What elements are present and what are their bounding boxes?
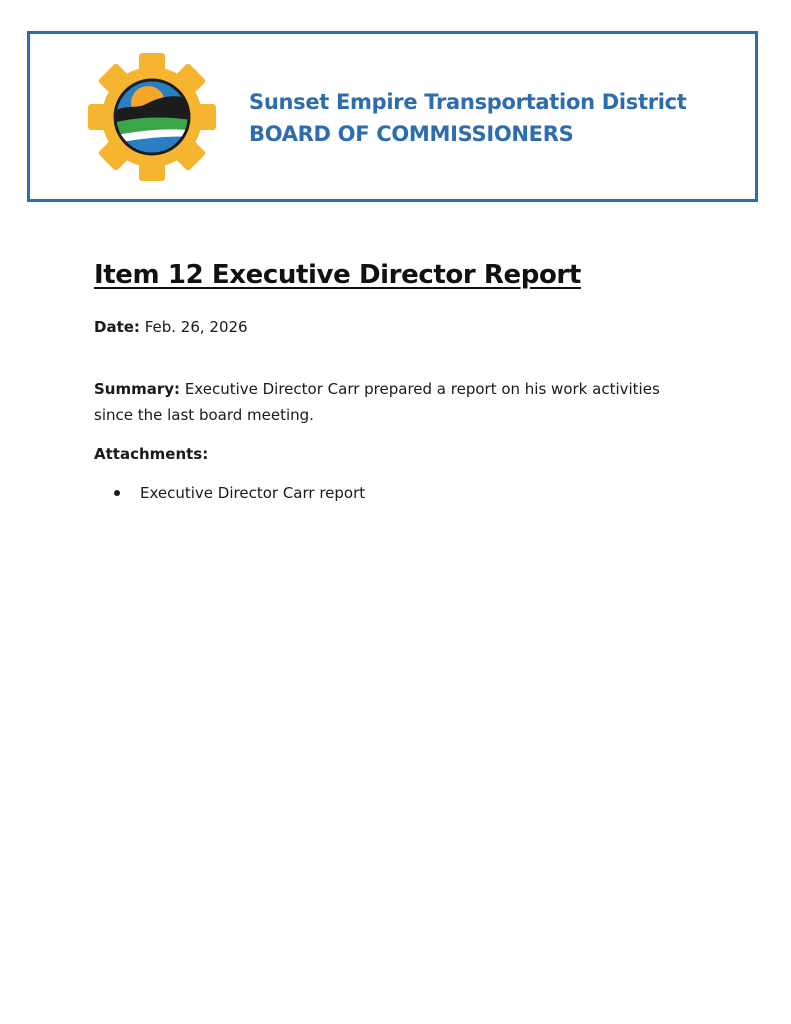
attachments-list <box>114 480 365 506</box>
header-banner <box>27 31 758 202</box>
date-label: Date: <box>94 318 140 336</box>
page-title: Item 12 Executive Director Report <box>94 260 581 290</box>
date-line <box>94 314 248 340</box>
board-name: BOARD OF COMMISSIONERS <box>249 122 574 146</box>
attachments-label: Attachments: <box>94 445 209 463</box>
attachment-link[interactable]: Executive Director Carr report <box>140 484 366 502</box>
organization-name: Sunset Empire Transportation District <box>249 90 687 114</box>
sunset-empire-logo <box>86 51 218 183</box>
summary-paragraph <box>94 376 694 428</box>
list-item <box>114 480 365 506</box>
summary-text: Executive Director Carr prepared a report on his work activities since the last board meeting. <box>94 380 660 424</box>
bullet-icon <box>114 490 120 496</box>
date-value: Feb. 26, 2026 <box>144 318 248 336</box>
summary-label: Summary: <box>94 380 181 398</box>
